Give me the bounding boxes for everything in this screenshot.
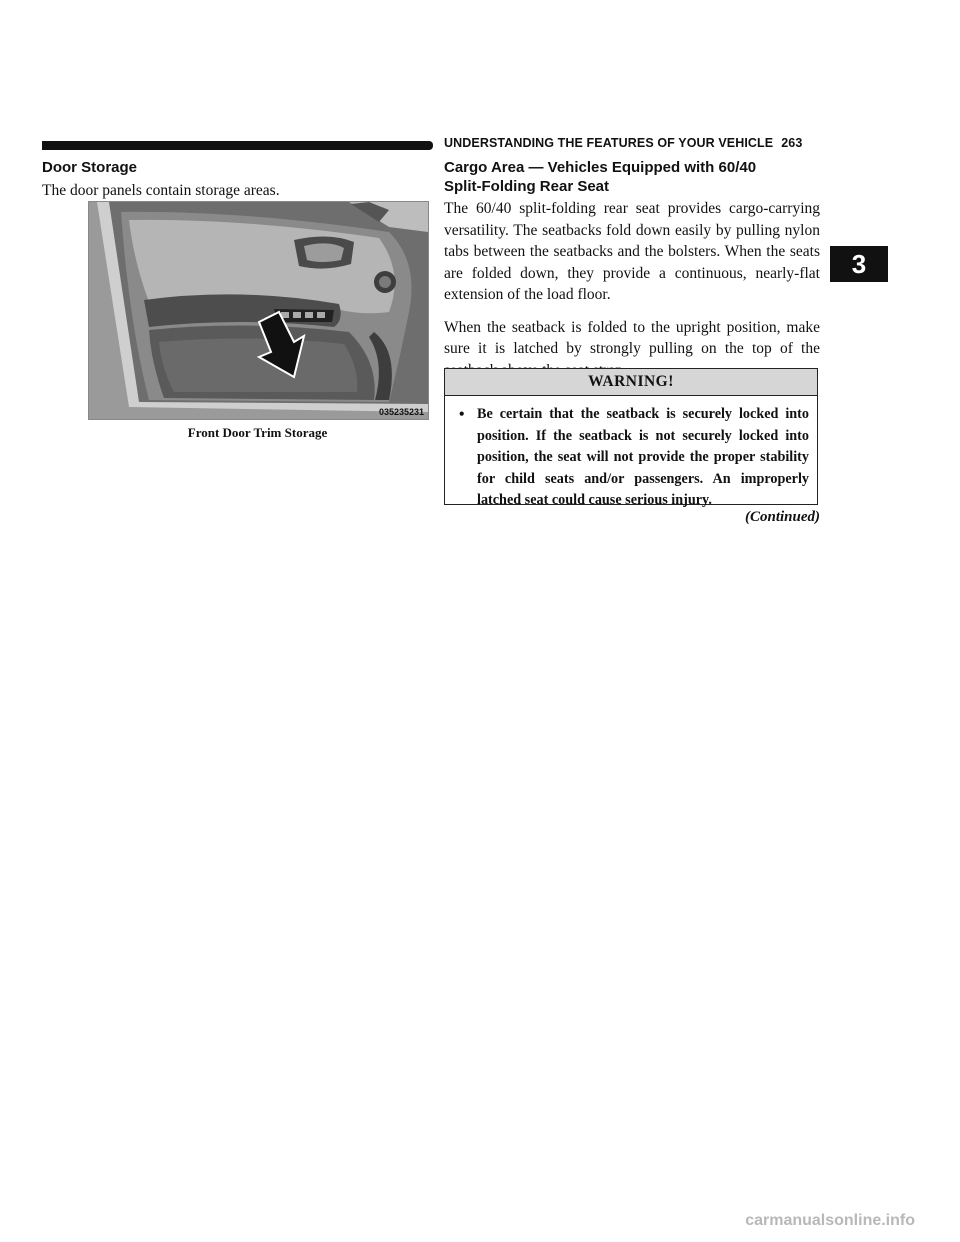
- cargo-paragraph-1: The 60/40 split-folding rear seat provides cargo-carrying versatility. The seatbacks fold down easily by pulling nylon tabs between the seatbacks and the bolsters. When the seats are folded down, they provide a continuous, nearly-flat extension of the load floor.: [444, 200, 820, 303]
- header-bar: [42, 141, 433, 150]
- cargo-area-heading: [444, 158, 820, 196]
- left-column: [42, 158, 428, 202]
- warning-text: Be certain that the seatback is securely locked into position. If the seatback is not securely locked into position, the seat will not provide the proper stability for child seats and/or passengers. An improperly latched seat could cause serious injury.: [477, 406, 809, 508]
- warning-title: WARNING!: [445, 369, 817, 396]
- door-trim-figure: [88, 201, 429, 420]
- cargo-heading-line2: Split-Folding Rear Seat: [444, 178, 610, 195]
- cargo-heading-line1: Cargo Area — Vehicles Equipped with 60/40: [444, 159, 757, 176]
- warning-bullet: •: [459, 406, 465, 423]
- warning-body: [445, 396, 817, 512]
- continued-label: (Continued): [744, 509, 820, 525]
- chapter-tab: 3: [830, 246, 888, 282]
- watermark: carmanualsonline.info: [745, 1212, 915, 1229]
- cargo-paragraph-2: When the seatback is folded to the upright position, make sure it is latched by strongly pulling on the top of the: [444, 318, 820, 357]
- right-column: [444, 158, 820, 381]
- warning-box: [444, 368, 818, 508]
- figure-id: 035235231: [378, 407, 424, 417]
- door-storage-text: The door panels contain storage areas.: [42, 182, 280, 199]
- section-title: UNDERSTANDING THE FEATURES OF YOUR VEHICLE: [444, 136, 774, 150]
- running-header: [444, 136, 824, 150]
- door-storage-heading: Door Storage: [42, 159, 138, 176]
- figure-caption: Front Door Trim Storage: [187, 425, 328, 440]
- page-number: 263: [781, 136, 803, 150]
- door-panel-illustration: [89, 202, 428, 419]
